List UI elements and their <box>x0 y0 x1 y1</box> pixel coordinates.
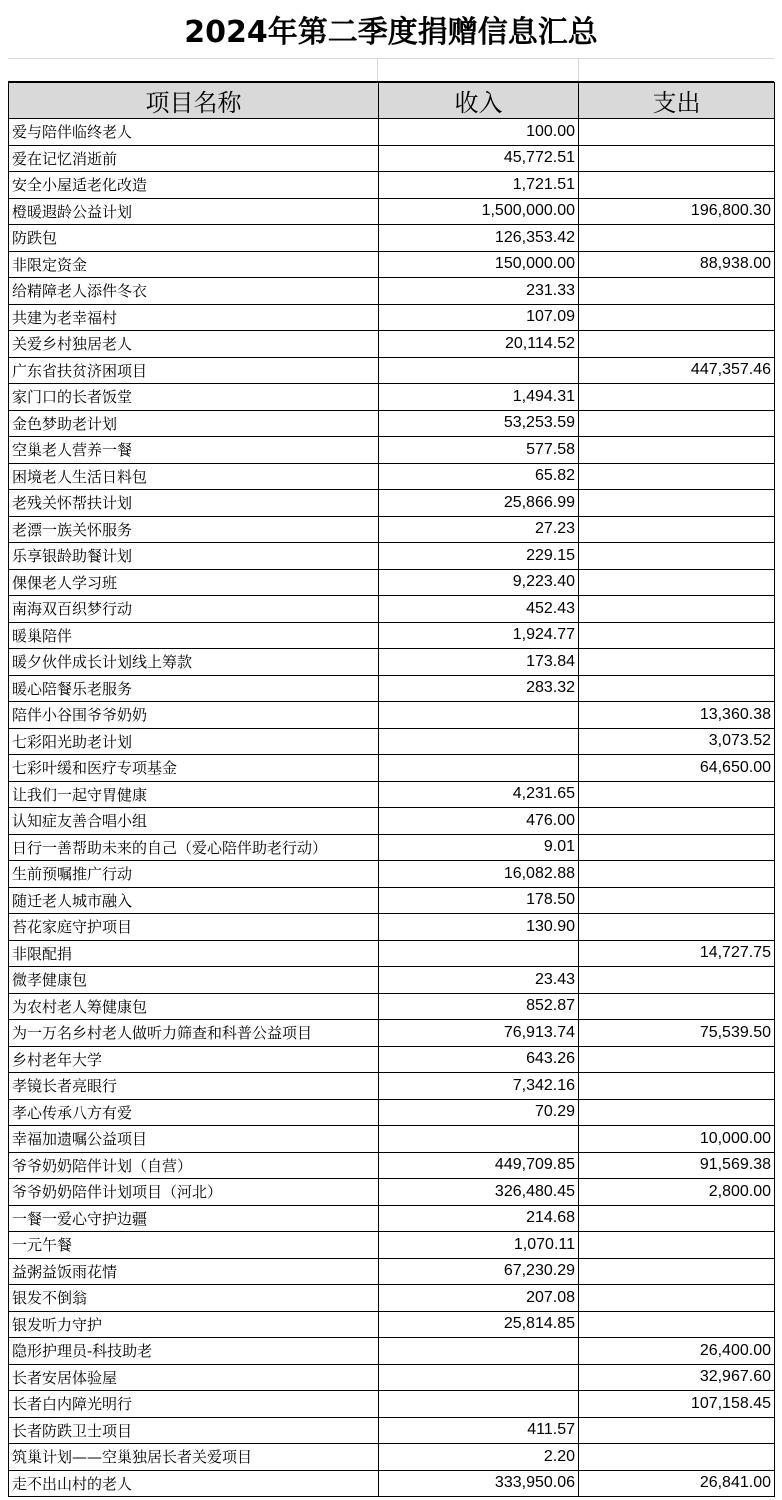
table-body <box>9 119 775 1497</box>
cell-income[interactable]: 411.57 <box>379 1417 579 1444</box>
table-row <box>9 861 775 888</box>
cell-name[interactable]: 一元午餐 <box>9 1232 379 1259</box>
cell-name[interactable]: 关爱乡村独居老人 <box>9 331 379 358</box>
cell-name[interactable]: 安全小屋适老化改造 <box>9 172 379 199</box>
cell-name[interactable]: 非限配捐 <box>9 940 379 967</box>
cell-expense[interactable] <box>579 278 775 305</box>
cell-expense[interactable]: 32,967.60 <box>579 1364 775 1391</box>
cell-income[interactable] <box>379 728 579 755</box>
cell-income[interactable]: 150,000.00 <box>379 251 579 278</box>
table-row <box>9 702 775 729</box>
cell-name[interactable]: 暖巢陪伴 <box>9 622 379 649</box>
cell-income[interactable]: 107.09 <box>379 304 579 331</box>
table-row <box>9 755 775 782</box>
table-row <box>9 1391 775 1418</box>
cell-expense[interactable] <box>579 490 775 517</box>
cell-expense[interactable]: 107,158.45 <box>579 1391 775 1418</box>
cell-income[interactable] <box>379 1338 579 1365</box>
table-row <box>9 490 775 517</box>
cell-expense[interactable]: 447,357.46 <box>579 357 775 384</box>
cell-expense[interactable] <box>579 861 775 888</box>
cell-income[interactable]: 20,114.52 <box>379 331 579 358</box>
table-row <box>9 596 775 623</box>
table-row <box>9 1152 775 1179</box>
cell-expense[interactable] <box>579 649 775 676</box>
cell-expense[interactable] <box>579 569 775 596</box>
cell-expense[interactable]: 88,938.00 <box>579 251 775 278</box>
cell-name[interactable]: 隐形护理员-科技助老 <box>9 1338 379 1365</box>
table-row <box>9 649 775 676</box>
cell-expense[interactable] <box>579 1417 775 1444</box>
cell-expense[interactable] <box>579 1046 775 1073</box>
cell-income[interactable]: 2.20 <box>379 1444 579 1471</box>
table-row <box>9 569 775 596</box>
cell-expense[interactable]: 13,360.38 <box>579 702 775 729</box>
table-row <box>9 1020 775 1047</box>
cell-expense[interactable] <box>579 172 775 199</box>
cell-income[interactable] <box>379 702 579 729</box>
cell-expense[interactable]: 26,841.00 <box>579 1470 775 1497</box>
cell-name[interactable]: 老漂一族关怀服务 <box>9 516 379 543</box>
cell-name[interactable]: 爱与陪伴临终老人 <box>9 119 379 146</box>
cell-expense[interactable] <box>579 1444 775 1471</box>
cell-income[interactable]: 7,342.16 <box>379 1073 579 1100</box>
cell-expense[interactable]: 26,400.00 <box>579 1338 775 1365</box>
cell-income[interactable]: 229.15 <box>379 543 579 570</box>
cell-expense[interactable]: 10,000.00 <box>579 1126 775 1153</box>
table-row <box>9 1311 775 1338</box>
cell-expense[interactable] <box>579 516 775 543</box>
cell-expense[interactable] <box>579 675 775 702</box>
table-row <box>9 1046 775 1073</box>
cell-name[interactable]: 银发不倒翁 <box>9 1285 379 1312</box>
header-name: 项目名称 <box>9 83 379 119</box>
page-title: 2024年第二季度捐赠信息汇总 <box>184 15 598 50</box>
cell-expense[interactable] <box>579 1099 775 1126</box>
cell-name[interactable]: 空巢老人营养一餐 <box>9 437 379 464</box>
title-row <box>8 0 774 59</box>
cell-expense[interactable]: 14,727.75 <box>579 940 775 967</box>
cell-income[interactable]: 214.68 <box>379 1205 579 1232</box>
table-row <box>9 1232 775 1259</box>
table-row <box>9 1338 775 1365</box>
cell-expense[interactable] <box>579 914 775 941</box>
cell-expense[interactable]: 2,800.00 <box>579 1179 775 1206</box>
table-row <box>9 304 775 331</box>
cell-name[interactable]: 苔花家庭守护项目 <box>9 914 379 941</box>
table-row <box>9 675 775 702</box>
cell-income[interactable]: 333,950.06 <box>379 1470 579 1497</box>
table-row <box>9 516 775 543</box>
cell-name[interactable]: 暖夕伙伴成长计划线上筹款 <box>9 649 379 676</box>
cell-income[interactable]: 1,494.31 <box>379 384 579 411</box>
table-row <box>9 145 775 172</box>
cell-expense[interactable] <box>579 410 775 437</box>
table-row <box>9 384 775 411</box>
cell-expense[interactable] <box>579 384 775 411</box>
cell-income[interactable]: 326,480.45 <box>379 1179 579 1206</box>
table-row <box>9 437 775 464</box>
cell-income[interactable]: 1,924.77 <box>379 622 579 649</box>
cell-expense[interactable] <box>579 993 775 1020</box>
cell-income[interactable] <box>379 755 579 782</box>
cell-income[interactable]: 25,814.85 <box>379 1311 579 1338</box>
cell-income[interactable]: 231.33 <box>379 278 579 305</box>
cell-name[interactable]: 广东省扶贫济困项目 <box>9 357 379 384</box>
header-row <box>9 83 775 119</box>
cell-expense[interactable] <box>579 887 775 914</box>
cell-name[interactable]: 长者白内障光明行 <box>9 1391 379 1418</box>
cell-expense[interactable] <box>579 1311 775 1338</box>
cell-name[interactable]: 橙暖遐龄公益计划 <box>9 198 379 225</box>
cell-expense[interactable] <box>579 834 775 861</box>
table-row <box>9 887 775 914</box>
table-row <box>9 1179 775 1206</box>
cell-expense[interactable] <box>579 543 775 570</box>
cell-name[interactable]: 随迁老人城市融入 <box>9 887 379 914</box>
cell-expense[interactable]: 75,539.50 <box>579 1020 775 1047</box>
table-row <box>9 463 775 490</box>
cell-income[interactable]: 283.32 <box>379 675 579 702</box>
cell-income[interactable]: 452.43 <box>379 596 579 623</box>
empty-row <box>8 59 774 82</box>
donation-table <box>8 82 775 1497</box>
table-row <box>9 278 775 305</box>
cell-name[interactable]: 七彩阳光助老计划 <box>9 728 379 755</box>
cell-expense[interactable] <box>579 437 775 464</box>
cell-name[interactable]: 孝镜长者亮眼行 <box>9 1073 379 1100</box>
cell-expense[interactable] <box>579 781 775 808</box>
table-row <box>9 1470 775 1497</box>
cell-name[interactable]: 共建为老幸福村 <box>9 304 379 331</box>
cell-name[interactable]: 爷爷奶奶陪伴计划项目（河北） <box>9 1179 379 1206</box>
cell-income[interactable]: 16,082.88 <box>379 861 579 888</box>
cell-expense[interactable] <box>579 596 775 623</box>
cell-name[interactable]: 非限定资金 <box>9 251 379 278</box>
table-row <box>9 781 775 808</box>
cell-name[interactable]: 微孝健康包 <box>9 967 379 994</box>
header-expense: 支出 <box>579 83 775 119</box>
cell-name[interactable]: 家门口的长者饭堂 <box>9 384 379 411</box>
cell-income[interactable]: 65.82 <box>379 463 579 490</box>
cell-name[interactable]: 爱在记忆消逝前 <box>9 145 379 172</box>
cell-expense[interactable] <box>579 1258 775 1285</box>
cell-name[interactable]: 日行一善帮助未来的自己（爱心陪伴助老行动） <box>9 834 379 861</box>
cell-name[interactable]: 长者安居体验屋 <box>9 1364 379 1391</box>
table-row <box>9 225 775 252</box>
cell-name[interactable]: 爷爷奶奶陪伴计划（自营） <box>9 1152 379 1179</box>
cell-expense[interactable] <box>579 622 775 649</box>
table-row <box>9 172 775 199</box>
table-row <box>9 1099 775 1126</box>
cell-income[interactable]: 70.29 <box>379 1099 579 1126</box>
table-row <box>9 1073 775 1100</box>
cell-name[interactable]: 幸福加遗嘱公益项目 <box>9 1126 379 1153</box>
table-row <box>9 357 775 384</box>
cell-name[interactable]: 筑巢计划——空巢独居长者关爱项目 <box>9 1444 379 1471</box>
cell-name[interactable]: 乐享银龄助餐计划 <box>9 543 379 570</box>
table-row <box>9 940 775 967</box>
cell-income[interactable] <box>379 1391 579 1418</box>
cell-income[interactable] <box>379 1126 579 1153</box>
cell-expense[interactable] <box>579 304 775 331</box>
cell-income[interactable]: 449,709.85 <box>379 1152 579 1179</box>
cell-income[interactable]: 25,866.99 <box>379 490 579 517</box>
cell-name[interactable]: 乡村老年大学 <box>9 1046 379 1073</box>
cell-income[interactable]: 173.84 <box>379 649 579 676</box>
table-row <box>9 808 775 835</box>
cell-income[interactable]: 53,253.59 <box>379 410 579 437</box>
table-row <box>9 1126 775 1153</box>
cell-name[interactable]: 老残关怀帮扶计划 <box>9 490 379 517</box>
table-row <box>9 1417 775 1444</box>
table-row <box>9 119 775 146</box>
cell-name[interactable]: 南海双百织梦行动 <box>9 596 379 623</box>
cell-income[interactable] <box>379 357 579 384</box>
cell-income[interactable]: 9.01 <box>379 834 579 861</box>
cell-name[interactable]: 一餐一爱心守护边疆 <box>9 1205 379 1232</box>
cell-name[interactable]: 暖心陪餐乐老服务 <box>9 675 379 702</box>
header-income: 收入 <box>379 83 579 119</box>
cell-income[interactable]: 130.90 <box>379 914 579 941</box>
cell-name[interactable]: 长者防跌卫士项目 <box>9 1417 379 1444</box>
table-row <box>9 1205 775 1232</box>
table-row <box>9 728 775 755</box>
spreadsheet <box>8 0 774 1497</box>
cell-name[interactable]: 给精障老人添件冬衣 <box>9 278 379 305</box>
cell-income[interactable]: 126,353.42 <box>379 225 579 252</box>
table-row <box>9 543 775 570</box>
table-row <box>9 622 775 649</box>
cell-name[interactable]: 走不出山村的老人 <box>9 1470 379 1497</box>
cell-expense[interactable] <box>579 1073 775 1100</box>
table-row <box>9 1285 775 1312</box>
table-row <box>9 198 775 225</box>
cell-expense[interactable]: 196,800.30 <box>579 198 775 225</box>
cell-income[interactable]: 67,230.29 <box>379 1258 579 1285</box>
cell-income[interactable] <box>379 1364 579 1391</box>
cell-expense[interactable] <box>579 1285 775 1312</box>
cell-income[interactable]: 1,721.51 <box>379 172 579 199</box>
cell-income[interactable]: 9,223.40 <box>379 569 579 596</box>
cell-name[interactable]: 为一万名乡村老人做听力筛查和科普公益项目 <box>9 1020 379 1047</box>
cell-income[interactable]: 577.58 <box>379 437 579 464</box>
cell-expense[interactable] <box>579 1205 775 1232</box>
table-row <box>9 914 775 941</box>
cell-name[interactable]: 七彩叶缓和医疗专项基金 <box>9 755 379 782</box>
cell-income[interactable]: 45,772.51 <box>379 145 579 172</box>
table-row <box>9 410 775 437</box>
table-row <box>9 1364 775 1391</box>
cell-name[interactable]: 倮倮老人学习班 <box>9 569 379 596</box>
cell-income[interactable]: 643.26 <box>379 1046 579 1073</box>
cell-name[interactable]: 孝心传承八方有爱 <box>9 1099 379 1126</box>
table-row <box>9 967 775 994</box>
cell-name[interactable]: 防跌包 <box>9 225 379 252</box>
cell-income[interactable]: 27.23 <box>379 516 579 543</box>
table-row <box>9 834 775 861</box>
cell-income[interactable] <box>379 940 579 967</box>
cell-expense[interactable]: 91,569.38 <box>579 1152 775 1179</box>
cell-income[interactable]: 476.00 <box>379 808 579 835</box>
cell-income[interactable]: 178.50 <box>379 887 579 914</box>
cell-name[interactable]: 认知症友善合唱小组 <box>9 808 379 835</box>
cell-expense[interactable] <box>579 808 775 835</box>
cell-expense[interactable] <box>579 1232 775 1259</box>
table-row <box>9 1258 775 1285</box>
cell-income[interactable]: 76,913.74 <box>379 1020 579 1047</box>
cell-name[interactable]: 陪伴小谷围爷爷奶奶 <box>9 702 379 729</box>
cell-expense[interactable] <box>579 463 775 490</box>
cell-expense[interactable] <box>579 331 775 358</box>
cell-income[interactable]: 1,500,000.00 <box>379 198 579 225</box>
cell-income[interactable]: 4,231.65 <box>379 781 579 808</box>
cell-income[interactable]: 852.87 <box>379 993 579 1020</box>
cell-name[interactable]: 为农村老人筹健康包 <box>9 993 379 1020</box>
cell-income[interactable]: 1,070.11 <box>379 1232 579 1259</box>
cell-name[interactable]: 银发听力守护 <box>9 1311 379 1338</box>
table-row <box>9 993 775 1020</box>
cell-name[interactable]: 困境老人生活日料包 <box>9 463 379 490</box>
cell-expense[interactable] <box>579 967 775 994</box>
cell-name[interactable]: 让我们一起守胃健康 <box>9 781 379 808</box>
cell-expense[interactable]: 3,073.52 <box>579 728 775 755</box>
table-row <box>9 331 775 358</box>
cell-name[interactable]: 生前预嘱推广行动 <box>9 861 379 888</box>
table-row <box>9 251 775 278</box>
cell-name[interactable]: 金色梦助老计划 <box>9 410 379 437</box>
cell-income[interactable]: 23.43 <box>379 967 579 994</box>
cell-income[interactable]: 207.08 <box>379 1285 579 1312</box>
cell-expense[interactable] <box>579 145 775 172</box>
cell-name[interactable]: 益粥益饭雨花情 <box>9 1258 379 1285</box>
cell-income[interactable]: 100.00 <box>379 119 579 146</box>
table-row <box>9 1444 775 1471</box>
cell-expense[interactable] <box>579 225 775 252</box>
cell-expense[interactable]: 64,650.00 <box>579 755 775 782</box>
cell-expense[interactable] <box>579 119 775 146</box>
